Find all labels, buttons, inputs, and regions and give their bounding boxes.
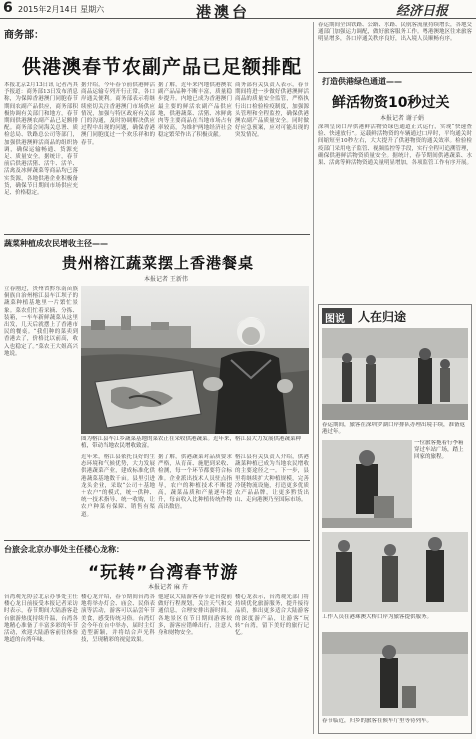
story2-photo-caption: 图为榕江县车江乡蔬菜基地的菜农正在采收供港蔬菜。近年来，榕江县大力发展供港蔬菜种植，带动当地农民增收致富。	[81, 436, 302, 449]
story2-photo	[81, 286, 309, 434]
right-headline: 鲜活物资10秒过关	[332, 95, 450, 111]
story1-column-1: 本报北京2月13日讯 记者冯其予报道：商务部13日发布消息称，为保障香港澳门同胞春节期间农副产品供应，商务部积极协调有关部门和地方，春节期间供港澳农副产品已足额排配。商务部会同海关总署、质检总局、铁路总公司等部门，加强供港澳鲜活商品的组织协调，确保运输畅通、货源充足、质量安全。据统计，春节前后供港活猪、活牛、活羊、活禽及冰鲜蔬菜等商品均已落实货源，各地供港企业积极备货，确保节日期间市场供应充足、价格稳定。	[4, 82, 78, 197]
photo-3-caption: 工作人员在港珠澳大桥口岸为旅客提供服务。	[322, 614, 433, 620]
story3-headline: “玩转”台湾春节游	[88, 563, 239, 583]
story1-kicker: 商务部：	[4, 30, 44, 41]
photo-2-caption: 一位旅客拖着行李箱穿过车站广场，踏上回家的旅程。	[414, 440, 464, 460]
photo-box-title: 图说	[325, 314, 345, 325]
story3-column-1: 台湾观光协会北京办事处主任楼心龙日前接受本报记者采访时表示，春节期间大陆游客赴台旅游热度持续升温，台湾各地精心准备了丰富多彩的年节活动，欢迎大陆游客前往体验地道的台湾年味。	[4, 594, 78, 644]
story2-column-4: 榕江县有关负责人介绍，供港蔬菜种植已成为当地农民增收的主要途径之一。下一步，县里将继续扩大种植规模，完善冷链物流设施，打造更多优质农产品品牌，让更多黔货出山、走向港澳乃至国际市场。	[235, 454, 309, 504]
story1-column-2: 据介绍，今年春节前供港鲜活商品运输专列开行正常，各口岸通关便利。商务部表示将继续密切关注香港澳门市场供应情况，加强与特区政府有关部门的沟通，及时协调解决供应过程中出现的问题，确保香港澳门同胞度过一个欢乐祥和的春节。	[81, 82, 155, 146]
divider	[4, 540, 310, 541]
story3-kicker: 台旅会北京办事处主任楼心龙称：	[4, 545, 124, 554]
photo-1-image	[322, 328, 468, 420]
story1-column-3: 据了解，近年来内地供港澳农副产品品种不断丰富，质量稳步提升。内地已成为香港澳门最主要的鲜活农副产品供应地，供港蔬菜、活猪、冰鲜禽肉等主要商品在当地市场占有率较高，为维护两地经济社会稳定繁荣作出了积极贡献。	[158, 82, 232, 139]
photo-4-caption: 春节临近，归乡的旅客在候车厅里等待列车。	[322, 718, 433, 724]
divider	[4, 234, 310, 235]
photo-4	[322, 632, 468, 716]
issue-date: 2015年2月14日 星期六	[18, 5, 105, 14]
story2-byline: 本报记者 王新伟	[144, 276, 188, 283]
photo-3-image	[322, 532, 468, 612]
masthead-logo: 经济日报	[396, 4, 449, 19]
story3-column-3: 他建议大陆游客春节赴台提前做好行程规划，关注天气和交通信息，合理安排出游时间。各地景区在节日期间游客较多，游客应错峰出行，注意人身和财物安全。	[158, 594, 232, 637]
right-byline: 本报记者 谢子娟	[380, 115, 424, 122]
right-kicker: 打造供港绿色通道——	[322, 77, 402, 86]
divider	[318, 72, 472, 73]
column-divider	[313, 22, 314, 734]
photo-2-image	[322, 440, 412, 528]
story2-headline: 贵州榕江蔬菜摆上香港餐桌	[62, 254, 255, 272]
photo-box-badge	[322, 308, 352, 324]
photo-box-subtitle: 人在归途	[358, 310, 407, 324]
photo-3	[322, 532, 468, 612]
story1-headline: 供港澳春节农副产品已足额排配	[22, 56, 303, 78]
story3-byline: 本报记者 麻 卉	[148, 584, 188, 591]
story3-column-4: 楼心龙表示，台湾观光部门将持续优化旅游服务，提升接待品质，推出更多适合大陆游客的深度游产品，让游客“玩转”台湾，留下美好的旅行记忆。	[235, 594, 309, 637]
photo-4-image	[322, 632, 468, 716]
page-number: 6	[3, 0, 13, 16]
story3-column-2: 楼心龙介绍，春节期间台湾各地将举办灯会、庙会、民俗表演等活动，游客可以品尝年节美食，感受传统习俗。台湾灯会今年在台中举办，届时主灯造型新颖，并将结合声光科技，呈现精彩的视觉效果。	[81, 594, 155, 644]
right-top-text: 春运期间全国铁路、公路、水路、民航客流量持续增长，各地交通部门加强运力调配，做好旅客服务工作。粤港澳地区往来旅客明显增多，各口岸通关秩序良好，出入境人员顺畅有序。	[318, 22, 472, 43]
story1-column-4: 商务部有关负责人表示，春节期间将进一步做好供港澳鲜活商品的质量安全监管，严格执行出口检验检疫制度，加强源头管理和全程监控，确保供港澳农副产品质量安全。同时做好应急预案，应对可能出现的突发情况。	[235, 82, 309, 139]
photo-2	[322, 440, 412, 528]
page-header	[0, 0, 476, 19]
section-title: 港澳台	[196, 3, 251, 21]
story2-kicker: 蔬菜种植成农民增收主径——	[4, 239, 108, 248]
photo-1	[322, 328, 468, 420]
right-body-text: 深圳皇岗口岸供港鲜活物资绿色通道正式运行，实现“快速查验、快速放行”。运载鲜活物资的车辆通过口岸时，平均通关时间缩短至10秒左右，大大提升了供港物资的通关效率。检验检疫部门采用电子监管、视频监控等手段，实行全程可追溯管理，确保供港鲜活物资质量安全。据统计，春节期间供港蔬菜、水果、活禽等鲜活物资通关量明显增加，各项监管工作有序开展。	[318, 124, 472, 167]
story2-column-3: 据了解，供港蔬菜对品质要求严格，从育苗、施肥到采收、检测，每一个环节都要符合标准。企业派出技术人员驻点指导，农户的种植技术不断提高，蔬菜品质和产量逐年提升，每亩收入比种植传统作物高出数倍。	[158, 454, 232, 511]
story2-column-1: 立春刚过，贵州省黔东南苗族侗族自治州榕江县车江坝子的蔬菜种植基地里一片繁忙景象。菜农们忙着采摘、分拣、装箱，一车车新鲜蔬菜从这里出发，几天后就摆上了香港市民的餐桌。“我们种的菜卖到香港去了，价格比以前高，收入也稳定了。”菜农王大姐高兴地说。	[4, 286, 78, 357]
story2-column-2: 近年来，榕江县依托良好的生态环境和气候优势，大力发展供港蔬菜产业，建成标准化供港蔬菜基地数千亩。县里引进龙头企业，采取“公司＋基地＋农户”的模式，统一供种、统一技术指导、统一收购，让农户种菜有保障、销售有渠道。	[81, 454, 155, 518]
farmer-photo-image	[81, 286, 309, 434]
photo-1-caption: 春运期间，旅客在深圳罗湖口岸排队办理出境手续，准备返港过年。	[322, 422, 466, 435]
